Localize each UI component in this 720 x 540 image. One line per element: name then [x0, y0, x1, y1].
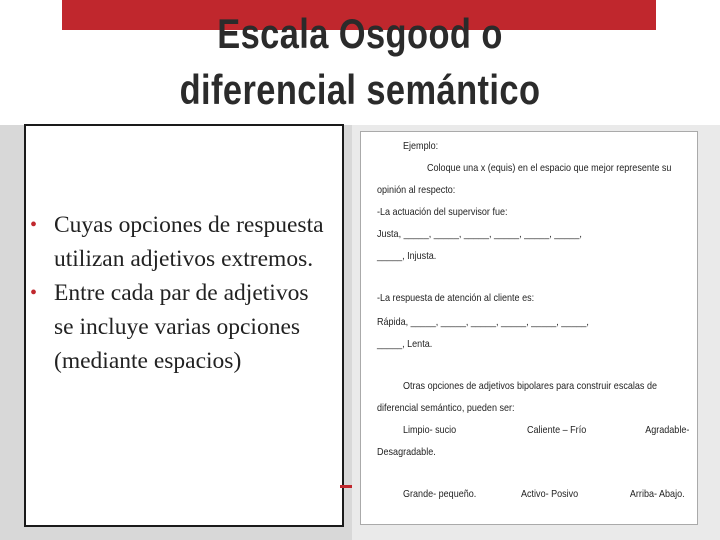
adjective-pair-3-continued: Desagradable.	[377, 446, 436, 458]
item2-scale-line-1: Rápida, _____, _____, _____, _____, _____, _____,	[377, 316, 589, 328]
item2-scale-line-2: _____, Lenta.	[377, 338, 433, 350]
adjective-pair-4: Grande- pequeño.	[403, 488, 477, 500]
other-options-line-2: diferencial semántico, pueden ser:	[377, 402, 515, 414]
bullet-text: Entre cada par de adjetivos se incluye varias opciones (mediante espacios)	[54, 280, 309, 374]
bullet-list	[30, 208, 330, 378]
adjective-pair-2: Caliente – Frío	[527, 424, 587, 436]
item1-label: -La actuación del supervisor fue:	[377, 206, 508, 218]
item2-label: -La respuesta de atención al cliente es:	[377, 292, 535, 304]
example-document-image	[360, 131, 698, 525]
bullet-item	[30, 208, 330, 276]
bullet-item	[30, 276, 330, 378]
bullet-text: Cuyas opciones de respuesta utilizan adjetivos extremos.	[54, 212, 324, 272]
instruction-line-1: Coloque una x (equis) en el espacio que mejor represente su	[427, 162, 672, 174]
slide-title	[65, 6, 655, 118]
title-line-2: diferencial semántico	[179, 66, 541, 113]
adjective-pair-3: Agradable-	[644, 424, 689, 436]
adjective-pair-5: Activo- Posivo	[521, 488, 579, 500]
example-heading: Ejemplo:	[403, 140, 439, 152]
adjective-pair-1: Limpio- sucio	[403, 424, 457, 436]
item1-scale-line-1: Justa, _____, _____, _____, _____, _____, _____,	[377, 228, 582, 240]
title-line-1: Escala Osgood o	[217, 10, 503, 57]
adjective-pair-6: Arriba- Abajo.	[630, 488, 685, 500]
bullet-dot-icon: •	[30, 282, 38, 304]
other-options-line-1: Otras opciones de adjetivos bipolares para construir escalas de	[403, 380, 657, 392]
item1-scale-line-2: _____, Injusta.	[377, 250, 437, 262]
bullet-dot-icon: •	[30, 214, 38, 236]
instruction-line-2: opinión al respecto:	[377, 184, 456, 196]
